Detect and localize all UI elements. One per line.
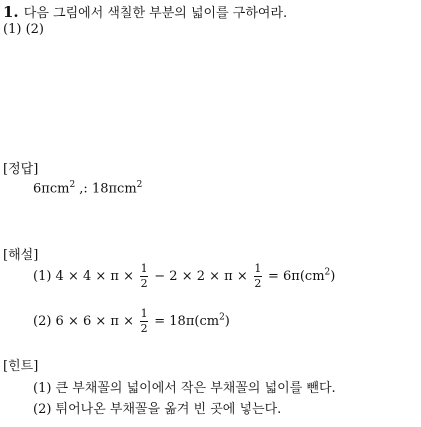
expl1-result-end: ) <box>330 269 336 284</box>
expl2-frac-num: 1 <box>140 307 148 320</box>
question-parts <box>3 22 44 37</box>
question-number: 1. <box>3 3 19 21</box>
expl1-fraction-1 <box>140 263 148 290</box>
expl1-fraction-2 <box>254 263 262 290</box>
expl1-prefix: (1) 4 × 4 × π × <box>33 269 134 284</box>
question-text: 다음 그림에서 색칠한 부분의 넓이를 구하여라. <box>23 6 288 21</box>
explanation-line-2 <box>33 308 230 335</box>
answer-line <box>33 180 142 196</box>
expl1-frac1-num: 1 <box>140 262 148 275</box>
answer-a: 6πcm <box>33 181 70 197</box>
answer-a-sup: 2 <box>69 180 76 190</box>
hint-label: [힌트] <box>3 359 39 374</box>
expl2-result-sup: 2 <box>219 312 225 323</box>
expl1-frac1-den: 2 <box>140 277 148 290</box>
hint-line-1: (1) 큰 부채꼴의 넓이에서 작은 부채꼴의 넓이를 뺀다. <box>33 381 336 396</box>
expl1-frac2-num: 1 <box>254 262 262 275</box>
answer-separator: ,: <box>75 181 92 197</box>
hint-line-2: (2) 튀어나온 부채꼴을 옮겨 빈 곳에 넣는다. <box>33 402 282 417</box>
expl1-middle: − 2 × 2 × π × <box>154 269 248 284</box>
expl2-prefix: (2) 6 × 6 × π × <box>33 314 134 329</box>
expl2-result-end: ) <box>224 314 230 329</box>
explanation-label: [해설] <box>3 248 39 263</box>
answer-label: [정답] <box>3 162 39 177</box>
expl1-result: = 6π(cm <box>268 269 325 284</box>
expl1-result-sup: 2 <box>324 267 331 278</box>
expl2-frac-den: 2 <box>140 322 148 335</box>
expl1-frac2-den: 2 <box>254 277 262 290</box>
part-2-label: (2) <box>25 22 44 37</box>
answer-b: 18πcm <box>91 181 137 197</box>
answer-b-sup: 2 <box>136 180 143 190</box>
part-1-label: (1) <box>3 22 22 37</box>
expl2-result: = 18π(cm <box>154 314 220 329</box>
explanation-line-1 <box>33 263 335 290</box>
question <box>3 2 287 21</box>
expl2-fraction <box>140 308 148 335</box>
